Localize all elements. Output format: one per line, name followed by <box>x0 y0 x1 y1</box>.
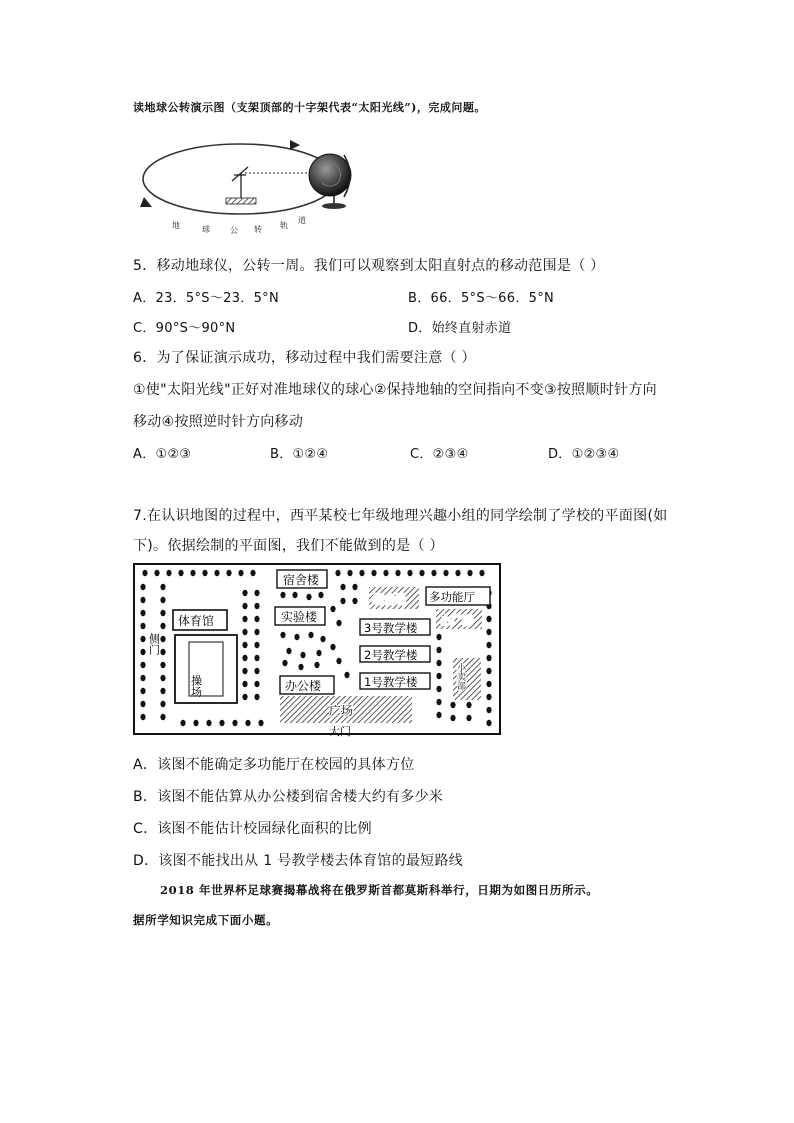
globe <box>309 154 351 196</box>
stand-base <box>226 198 256 204</box>
orbit-arrow-left <box>140 197 152 207</box>
worldcup-paragraph-line1: 2018 年世界杯足球赛揭幕战将在俄罗斯首都莫斯科举行，日期为如图日历所示。 <box>160 883 599 897</box>
tree-dot <box>258 720 263 726</box>
tree-dot <box>298 664 303 670</box>
tree-dot <box>436 673 441 679</box>
tree-dot <box>330 606 335 612</box>
tree-dot <box>160 584 165 590</box>
tree-dot <box>238 570 243 576</box>
tree-dot <box>242 694 247 700</box>
tree-dot <box>242 668 247 674</box>
q5-stem: 5．移动地球仪，公转一周。我们可以观察到太阳直射点的移动范围是（ ） <box>133 258 605 274</box>
tree-dot <box>242 681 247 687</box>
q6-stem: 6．为了保证演示成功，移动过程中我们需要注意（ ） <box>133 350 476 366</box>
tree-dot <box>486 655 491 661</box>
tree-dot <box>242 616 247 622</box>
earth-orbit-figure <box>130 135 370 240</box>
tree-dot <box>466 702 471 708</box>
tree-dot <box>254 655 259 661</box>
tree-dot <box>486 616 491 622</box>
tree-dot <box>286 648 291 654</box>
tree-dot <box>436 686 441 692</box>
tree-dot <box>294 634 299 640</box>
map-label-hatched-right: 小卖部 <box>455 663 465 690</box>
tree-dot <box>336 620 341 626</box>
tree-dot <box>308 632 313 638</box>
tree-dot <box>280 592 285 598</box>
q7-stem-line2: 下)。依据绘制的平面图，我们不能做到的是（ ） <box>133 538 444 554</box>
tree-dot <box>250 570 255 576</box>
intro-text: 读地球公转演示图（支架顶部的十字架代表“太阳光线”)，完成问题。 <box>133 101 486 114</box>
tree-dot <box>486 694 491 700</box>
tree-dot <box>193 720 198 726</box>
tree-dot <box>486 720 491 726</box>
q6-option-c[interactable]: C．②③④ <box>410 447 469 462</box>
tree-dot <box>140 610 145 616</box>
tree-dot <box>226 570 231 576</box>
tree-dot <box>232 720 237 726</box>
tree-dot <box>245 720 250 726</box>
map-label-multi-hall: 多功能厅 <box>429 590 475 604</box>
tree-dot <box>180 720 185 726</box>
tree-dot <box>219 720 224 726</box>
tree-dot <box>160 675 165 681</box>
tree-dot <box>160 623 165 629</box>
map-label-building-3: 3号教学楼 <box>364 621 418 635</box>
tree-dot <box>202 570 207 576</box>
q7-option-d[interactable]: D．该图不能找出从 1 号教学楼去体育馆的最短路线 <box>133 853 464 869</box>
tree-dot <box>254 616 259 622</box>
map-label-hatched-top: 综合场 <box>373 593 406 606</box>
tree-dot <box>140 623 145 629</box>
tree-dot <box>359 570 364 576</box>
orbit-label-char: 地 <box>172 221 180 230</box>
tree-dot <box>142 570 147 576</box>
worldcup-paragraph-line2: 据所学知识完成下面小题。 <box>133 913 279 927</box>
orbit-label-char: 轨 <box>280 221 288 230</box>
tree-dot <box>154 570 159 576</box>
map-label-small-square: 小广场 <box>440 614 473 627</box>
tree-dot <box>242 603 247 609</box>
tree-dot <box>254 694 259 700</box>
tree-dot <box>352 584 357 590</box>
map-label-building-2: 2号教学楼 <box>364 648 418 662</box>
tree-dot <box>140 636 145 642</box>
map-label-side-gate: 侧门 <box>147 633 161 655</box>
orbit-label-char: 球 <box>202 225 210 234</box>
q7-option-c[interactable]: C．该图不能估计校园绿化面积的比例 <box>133 821 372 837</box>
tree-dot <box>486 668 491 674</box>
tree-dot <box>160 636 165 642</box>
tree-dot <box>479 570 484 576</box>
orbit-label-char: 转 <box>254 225 262 234</box>
tree-dot <box>320 636 325 642</box>
tree-dot <box>443 570 448 576</box>
tree-dot <box>140 584 145 590</box>
tree-dot <box>335 570 340 576</box>
q7-option-b[interactable]: B．该图不能估算从办公楼到宿舍楼大约有多少米 <box>133 789 444 805</box>
tree-dot <box>254 629 259 635</box>
q6-option-d[interactable]: D．①②③④ <box>548 447 620 462</box>
tree-dot <box>254 681 259 687</box>
map-label-gym: 体育馆 <box>178 614 215 628</box>
orbit-arrow-top <box>290 140 300 150</box>
tree-dot <box>347 570 352 576</box>
tree-dot <box>336 658 341 664</box>
tree-dot <box>466 715 471 721</box>
tree-dot <box>436 647 441 653</box>
tree-dot <box>140 675 145 681</box>
school-plan-map <box>133 563 503 739</box>
tree-dot <box>450 702 455 708</box>
tree-dot <box>160 701 165 707</box>
q6-option-a[interactable]: A．①②③ <box>133 447 192 462</box>
map-label-main-gate: 大门 <box>329 725 351 738</box>
map-label-dorm: 宿舍楼 <box>283 573 320 587</box>
tree-dot <box>352 598 357 604</box>
q6-statement-line2: 移动④按照逆时针方向移动 <box>133 414 304 430</box>
q7-option-a[interactable]: A．该图不能确定多功能厅在校园的具体方位 <box>133 757 415 773</box>
tree-dot <box>436 712 441 718</box>
tree-dot <box>486 707 491 713</box>
tree-dot <box>436 660 441 666</box>
map-label-square: 广场 <box>329 704 354 718</box>
tree-dot <box>431 570 436 576</box>
tree-dot <box>254 642 259 648</box>
tree-dot <box>383 570 388 576</box>
tree-dot <box>292 592 297 598</box>
tree-dot <box>340 584 345 590</box>
tree-dot <box>242 655 247 661</box>
tree-dot <box>160 688 165 694</box>
q5-option-a[interactable]: A．23．5°S～23．5°N <box>133 291 279 306</box>
q6-statement-line1: ①使"太阳光线"正好对准地球仪的球心②保持地轴的空间指向不变③按照顺时针方向 <box>133 382 657 398</box>
tree-dot <box>254 603 259 609</box>
tree-dot <box>160 597 165 603</box>
tree-dot <box>140 597 145 603</box>
tree-dot <box>242 642 247 648</box>
map-label-lab: 实验楼 <box>281 610 318 624</box>
tree-dot <box>242 629 247 635</box>
tree-dot <box>140 714 145 720</box>
tree-dot <box>318 592 323 598</box>
tree-dot <box>242 590 247 596</box>
tree-dot <box>254 590 259 596</box>
tree-dot <box>280 632 285 638</box>
tree-dot <box>314 662 319 668</box>
map-label-office: 办公楼 <box>285 679 322 693</box>
tree-dot <box>160 714 165 720</box>
tree-dot <box>214 570 219 576</box>
tree-dot <box>140 688 145 694</box>
tree-dot <box>190 570 195 576</box>
q5-option-b[interactable]: B．66．5°S～66．5°N <box>408 291 555 306</box>
map-label-building-1: 1号教学楼 <box>364 675 418 689</box>
tree-dot <box>316 650 321 656</box>
orbit-label <box>172 215 306 235</box>
tree-dot <box>254 668 259 674</box>
tree-dot <box>486 642 491 648</box>
tree-dot <box>486 629 491 635</box>
tree-dot <box>371 570 376 576</box>
tree-dot <box>206 720 211 726</box>
tree-dot <box>436 699 441 705</box>
orbit-label-char: 公 <box>230 226 238 235</box>
tree-dot <box>340 598 345 604</box>
tree-dot <box>450 715 455 721</box>
q6-option-b[interactable]: B．①②④ <box>270 447 329 462</box>
tree-dot <box>419 570 424 576</box>
tree-dot <box>407 570 412 576</box>
tree-dot <box>300 652 305 658</box>
q5-option-c[interactable]: C．90°S～90°N <box>133 321 236 336</box>
tree-dot <box>455 570 460 576</box>
tree-dot <box>178 570 183 576</box>
orbit-label-char: 道 <box>298 216 306 225</box>
tree-dot <box>140 701 145 707</box>
tree-dot <box>282 660 287 666</box>
tree-dot <box>486 681 491 687</box>
tree-dot <box>160 649 165 655</box>
tree-dot <box>160 662 165 668</box>
tree-dot <box>330 644 335 650</box>
tree-dot <box>160 610 165 616</box>
tree-dot <box>306 594 311 600</box>
tree-dot <box>140 662 145 668</box>
tree-dot <box>395 570 400 576</box>
q7-stem-line1: 7.在认识地图的过程中，西平某校七年级地理兴趣小组的同学绘制了学校的平面图(如 <box>133 508 668 524</box>
tree-dot <box>166 570 171 576</box>
tree-dot <box>344 672 349 678</box>
tree-dot <box>140 649 145 655</box>
q5-option-d[interactable]: D．始终直射赤道 <box>408 321 512 336</box>
map-label-playground: 操场 <box>189 675 203 697</box>
tree-dot <box>467 570 472 576</box>
tree-dot <box>436 634 441 640</box>
